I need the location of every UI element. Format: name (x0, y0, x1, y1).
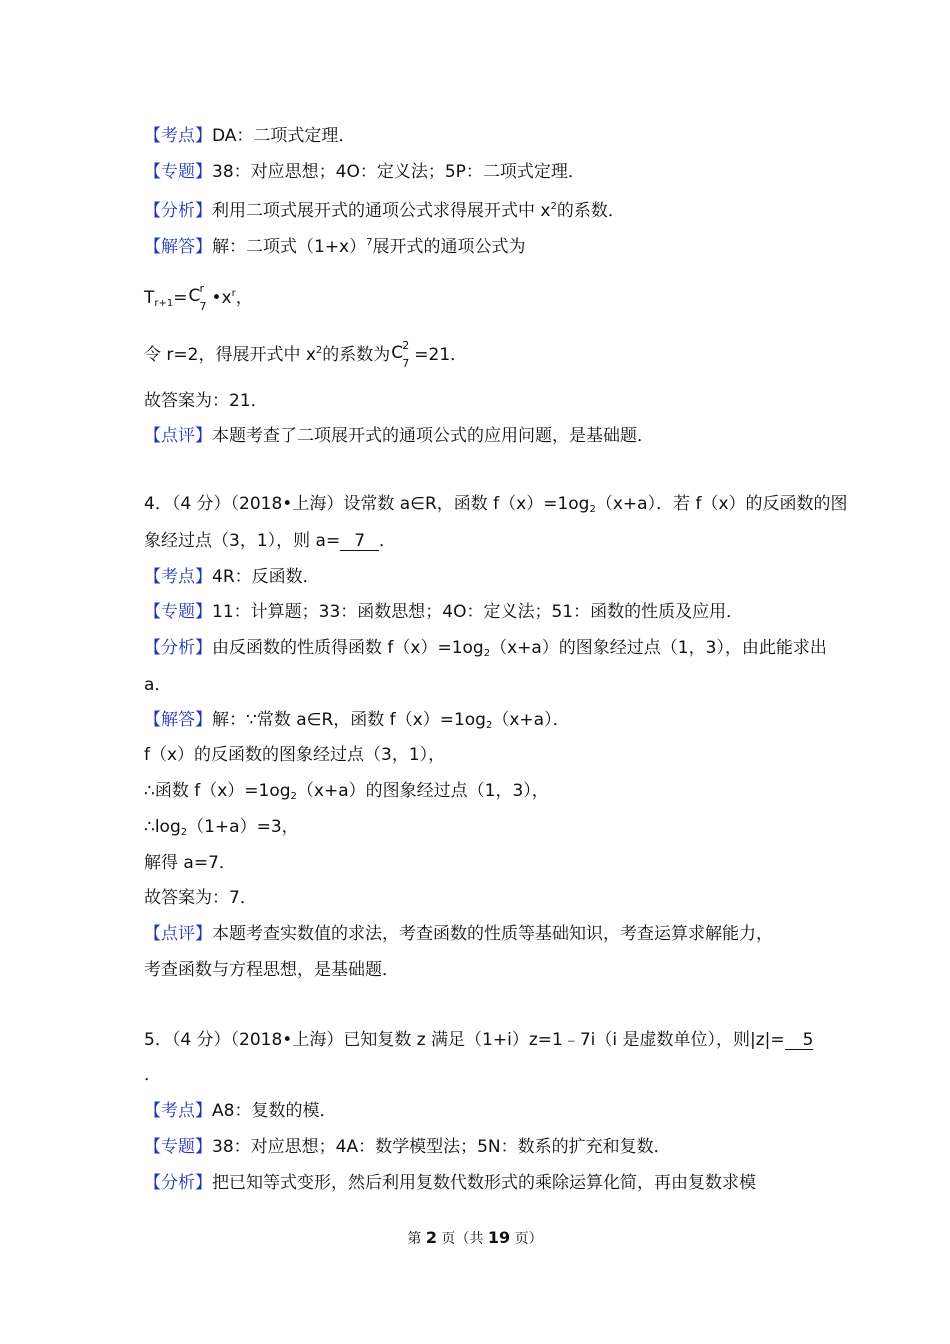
q4-fenxi-line (144, 637, 827, 665)
q3-dianping-line (144, 425, 654, 447)
q5-answer-blank: 5 (785, 1031, 814, 1050)
subscript: 2 (290, 791, 297, 802)
footer-text: 第 (407, 1231, 426, 1247)
kaodian-tag: 【考点】 (144, 567, 212, 587)
zhuanti-tag: 【专题】 (144, 1137, 212, 1157)
total-pages: 19 (487, 1228, 511, 1247)
q3-let-text: =21． (414, 345, 468, 365)
exponent: r (231, 288, 236, 299)
exponent: 2 (315, 345, 323, 356)
q5-stem-line2: ． (144, 1065, 161, 1085)
q4-dianping-cont: 考查函数与方程思想，是基础题． (144, 960, 399, 980)
zhuanti-tag: 【专题】 (144, 162, 212, 182)
binomial-coefficient: C 2 7 (391, 342, 413, 364)
q4-stem-text: （x+a）．若 f（x）的反函数的图 (595, 494, 848, 514)
q3-fenxi-line (144, 196, 625, 222)
binom-top: 2 (402, 339, 410, 352)
fenxi-tag: 【分析】 (144, 1173, 212, 1193)
q4-step-text: ∴log (144, 817, 181, 837)
q3-let-line (144, 339, 468, 370)
binom-top: r (199, 282, 205, 295)
general-term-formula (144, 283, 253, 315)
formula-text: = (173, 288, 188, 308)
formula-text: ， (235, 288, 253, 308)
subscript: 2 (485, 720, 493, 731)
q4-stem-text: 4．（4 分）（2018•上海）设常数 a∈R，函数 f（x）=1og (144, 494, 590, 514)
binom-bottom: 7 (199, 300, 207, 313)
q3-answer: 故答案为：21． (144, 391, 268, 411)
q4-jieda-text: （x+a）． (492, 710, 570, 730)
binomial-coefficient: C r 7 (189, 285, 211, 307)
kaodian-tag: 【考点】 (144, 126, 212, 146)
subscript: 2 (483, 648, 491, 659)
q4-step4: 解得 a=7． (144, 853, 236, 873)
exponent: 2 (550, 201, 557, 212)
formula-text: T (144, 288, 155, 308)
fenxi-tag: 【分析】 (144, 201, 212, 221)
footer-text: 页） (510, 1231, 543, 1247)
q3-jieda-text: 展开式的通项公式为 (372, 237, 526, 257)
q5-fenxi: 把已知等式变形，然后利用复数代数形式的乘除运算化简，再由复数求模 (212, 1173, 756, 1193)
exponent: 7 (366, 237, 373, 248)
fenxi-tag: 【分析】 (144, 638, 212, 658)
q5-stem-text: 5．（4 分）（2018•上海）已知复数 z 满足（1+i）z=1﹣7i（i 是虚数单位），则|z|= (144, 1030, 785, 1050)
q4-fenxi-cont: a． (144, 675, 172, 695)
q3-dianping: 本题考查了二项展开式的通项公式的应用问题，是基础题． (212, 426, 654, 446)
q4-fenxi-text: （x+a）的图象经过点（1，3），由此能求出 (490, 638, 827, 658)
dianping-tag: 【点评】 (144, 924, 212, 944)
q4-dianping: 本题考查实数值的求法，考查函数的性质等基础知识，考查运算求解能力， (212, 924, 773, 944)
jieda-tag: 【解答】 (144, 710, 212, 730)
q3-let-text: 的系数为 (322, 345, 391, 365)
jieda-tag: 【解答】 (144, 237, 212, 257)
q4-jieda-line (144, 709, 570, 737)
q3-kaodian-line (144, 125, 355, 147)
q5-stem-line1 (144, 1029, 813, 1051)
q4-kaodian: 4R：反函数． (212, 567, 320, 587)
subscript: r+1 (154, 298, 174, 309)
q4-step-text: ∴函数 f（x）=1og (144, 781, 291, 801)
q4-stem-text: ． (379, 531, 397, 551)
dianping-tag: 【点评】 (144, 426, 212, 446)
q4-step2 (144, 780, 549, 808)
q3-zhuanti-line (144, 161, 585, 183)
q3-kaodian: DA：二项式定理． (212, 126, 356, 146)
subscript: 2 (589, 504, 596, 515)
q4-answer: 故答案为：7． (144, 888, 257, 908)
q5-fenxi-line (144, 1172, 756, 1194)
binom-bottom: 7 (402, 357, 410, 370)
q4-zhuanti: 11：计算题；33：函数思想；4O：定义法；51：函数的性质及应用． (212, 602, 744, 622)
q4-stem-line1 (144, 493, 848, 521)
footer-text: 页（共 (436, 1231, 488, 1247)
q4-jieda-text: 解：∵常数 a∈R，函数 f（x）=1og (212, 710, 486, 730)
q3-fenxi-text: 的系数． (556, 201, 625, 221)
q5-kaodian: A8：复数的模． (212, 1101, 337, 1121)
q3-zhuanti: 38：对应思想；4O：定义法；5P：二项式定理． (212, 162, 585, 182)
q4-step3 (144, 816, 299, 844)
q3-jieda-line (144, 232, 526, 258)
q3-let-text: 令 r=2，得展开式中 x (144, 345, 316, 365)
page-number: 2 (425, 1228, 437, 1247)
q4-kaodian-line (144, 566, 320, 588)
q4-step-text: （x+a）的图象经过点（1，3）， (296, 781, 549, 801)
q5-zhuanti: 38：对应思想；4A：数学模型法；5N：数系的扩充和复数． (212, 1137, 671, 1157)
subscript: 2 (180, 827, 188, 838)
q4-stem-line2 (144, 530, 396, 552)
q4-answer-blank: 7 (340, 532, 379, 551)
kaodian-tag: 【考点】 (144, 1101, 212, 1121)
q5-zhuanti-line (144, 1136, 671, 1158)
q3-jieda-text: 解：二项式（1+x） (212, 237, 367, 257)
q4-zhuanti-line (144, 601, 743, 623)
formula-text: •x (211, 288, 232, 308)
q4-dianping-line (144, 923, 773, 945)
q3-fenxi-text: 利用二项式展开式的通项公式求得展开式中 x (212, 201, 551, 221)
q5-kaodian-line (144, 1100, 336, 1122)
q4-step1: f（x）的反函数的图象经过点（3，1）， (144, 745, 446, 765)
page-footer (0, 1228, 950, 1248)
q4-stem-text: 象经过点（3，1），则 a= (144, 531, 341, 551)
zhuanti-tag: 【专题】 (144, 602, 212, 622)
q4-fenxi-text: 由反函数的性质得函数 f（x）=1og (212, 638, 484, 658)
q4-step-text: （1+a）=3， (187, 817, 299, 837)
